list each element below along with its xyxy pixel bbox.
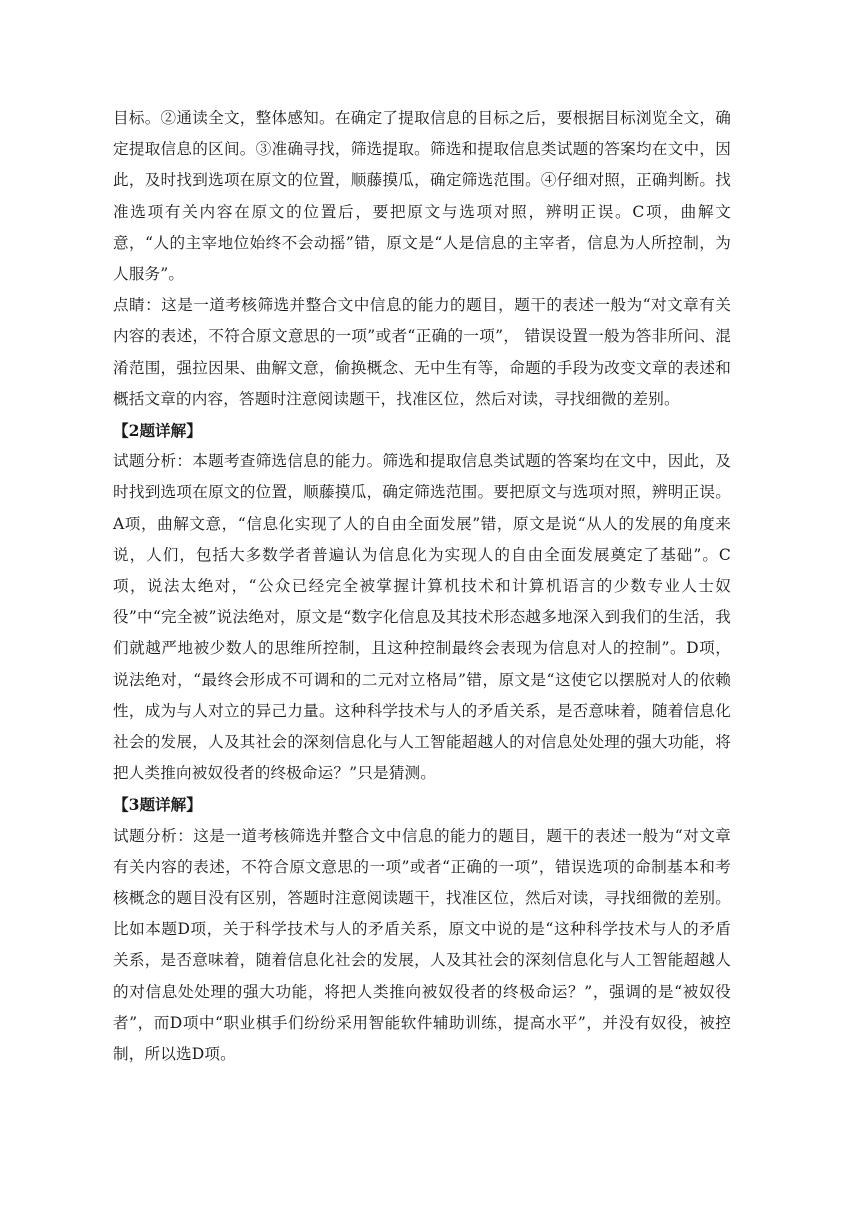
question-3-analysis: 试题分析：这是一道考核筛选并整合文中信息的能力的题目，题干的表述一般为“对文章有关内容的表述，不符合原文意思的一项”或者“正确的一项”，错误选项的命制基本和考核概念的题目没有区别，答题时注意阅读题干，找准区位，然后对读，寻找细微的差别。比如本题D项，关于科学技术与人的矛盾关系，原文中说的是“这种科学技术与人的矛盾关系，是否意味着，随着信息化社会的发展，人及其社会的深刻信息化与人工智能超越人的对信息处处理的强大功能，将把人类推向被奴役者的终极命运？”，强调的是“被奴役者”，而D项中“职业棋手们纷纷采用智能软件辅助训练，提高水平”，并没有奴役，被控制，所以选D项。	[113, 826, 731, 1064]
question-2-heading: 【2题详解】	[113, 421, 202, 441]
question-3-heading: 【3题详解】	[113, 795, 202, 815]
document-page	[113, 103, 731, 1070]
question-2-analysis: 试题分析：本题考查筛选信息的能力。筛选和提取信息类试题的答案均在文中，因此，及时找到选项在原文的位置，顺藤摸瓜，确定筛选范围。要把原文与选项对照，辨明正误。A项，曲解文意，“信息化实现了人的自由全面发展”错，原文是说“从人的发展的角度来说，人们，包括大多数学者普遍认为信息化为实现人的自由全面发展奠定了基础”。C项，说法太绝对，“公众已经完全被掌握计算机技术和计算机语言的少数专业人士奴役”中“完全被”说法绝对，原文是“数字化信息及其技术形态越多地深入到我们的生活，我们就越严地被少数人的思维所控制，且这种控制最终会表现为信息对人的控制”。D项，说法绝对，“最终会形成不可调和的二元对立格局”错，原文是“这使它以摆脱对人的依赖性，成为与人对立的异己力量。这种科学技术与人的矛盾关系，是否意味着，随着信息化社会的发展，人及其社会的深刻信息化与人工智能超越人的对信息处处理的强大功能，将把人类推向被奴役者的终极命运？”只是猜测。	[113, 452, 731, 783]
dianjing-note: 点睛：这是一道考核筛选并整合文中信息的能力的题目，题干的表述一般为“对文章有关内容的表述，不符合原文意思的一项”或者“正确的一项”， 错误设置一般为答非所问、混淆范围，强拉因果、曲解文意，偷换概念、无中生有等，命题的手段为改变文章的表述和概括文章的内容，答题时注意阅读题干，找准区位，然后对读，寻找细微的差别。	[113, 296, 731, 408]
answer-analysis-1-continued: 目标。②通读全文，整体感知。在确定了提取信息的目标之后，要根据目标浏览全文，确定提取信息的区间。③准确寻找，筛选提取。筛选和提取信息类试题的答案均在文中，因此，及时找到选项在原文的位置，顺藤摸瓜，确定筛选范围。④仔细对照，正确判断。找准选项有关内容在原文的位置后，要把原文与选项对照，辨明正误。C项，曲解文意，“人的主宰地位始终不会动摇”错，原文是“人是信息的主宰者，信息为人所控制，为人服务”。	[113, 109, 731, 284]
